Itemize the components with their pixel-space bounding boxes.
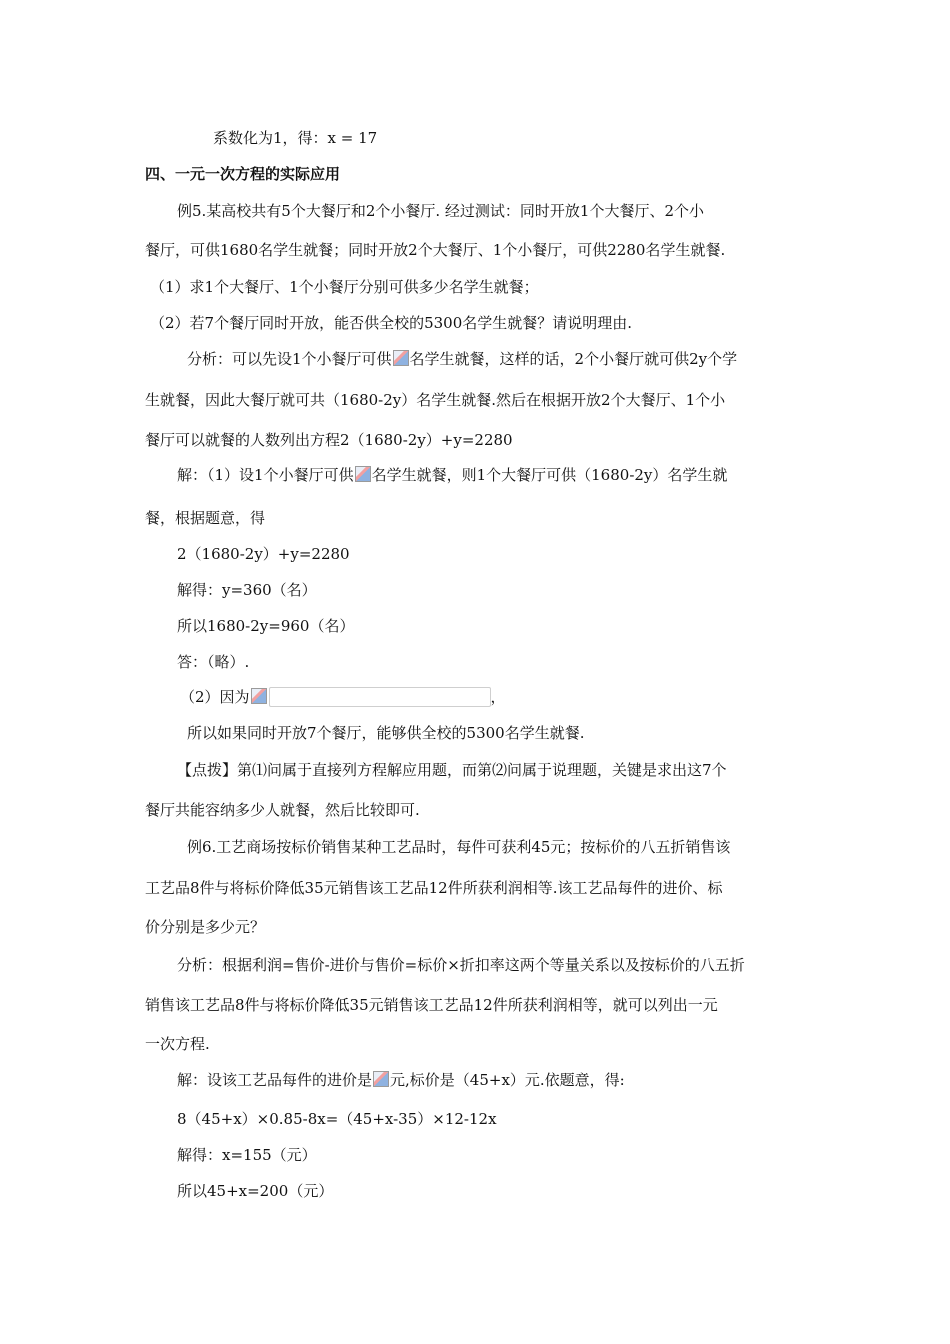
text-span: 解：（1）设1个小餐厅可供	[177, 466, 354, 484]
text-line: （1）求1个大餐厅、1个小餐厅分别可供多少名学生就餐；	[150, 278, 539, 296]
text-line: 销售该工艺品8件与将标价降低35元销售该工艺品12件所获利润相等，就可以列出一元	[145, 996, 718, 1014]
text-line: 例6.工艺商场按标价销售某种工艺品时，每件可获利45元；按标价的八五折销售该	[187, 838, 731, 856]
broken-image-icon	[355, 466, 371, 482]
text-span: 名学生就餐，则1个大餐厅可供（1680-2y）名学生就	[371, 466, 728, 484]
broken-image-icon	[393, 350, 409, 366]
text-line: 餐厅，可供1680名学生就餐；同时开放2个大餐厅、1个小餐厅，可供2280名学生就餐.	[145, 241, 726, 259]
broken-image-icon	[373, 1071, 389, 1087]
text-line: 餐厅可以就餐的人数列出方程2（1680-2y）+y=2280	[145, 431, 513, 449]
text-line: 所以1680-2y=960（名）	[177, 617, 355, 635]
text-line	[177, 1070, 625, 1090]
text-line	[187, 349, 737, 369]
text-span: 分析：可以先设1个小餐厅可供	[187, 350, 392, 368]
text-span: 元,标价是（45+x）元.依题意，得:	[390, 1071, 625, 1089]
embedded-formula-box	[269, 687, 491, 707]
text-line: （2）若7个餐厅同时开放，能否供全校的5300名学生就餐？请说明理由.	[150, 314, 633, 332]
equation-line: 8（45+x）×0.85-8x=（45+x-35）×12-12x	[177, 1110, 497, 1128]
text-line: 解得：x=155（元）	[177, 1146, 317, 1164]
text-line: 所以如果同时开放7个餐厅，能够供全校的5300名学生就餐.	[187, 724, 585, 742]
text-line: 系数化为1，得：x = 17	[213, 129, 378, 147]
text-line: 一次方程.	[145, 1035, 210, 1053]
text-line	[177, 465, 727, 485]
text-span: 名学生就餐，这样的话，2个小餐厅就可供2y个学	[409, 350, 738, 368]
text-line: 【点拨】第⑴问属于直接列方程解应用题，而第⑵问属于说理题，关键是求出这7个	[177, 761, 727, 779]
section-heading: 四、一元一次方程的实际应用	[145, 165, 341, 183]
text-line: 解得：y=360（名）	[177, 581, 317, 599]
text-span: （2）因为	[180, 688, 250, 706]
text-line: 工艺品8件与将标价降低35元销售该工艺品12件所获利润相等.该工艺品每件的进价、标	[145, 879, 723, 897]
equation-line: 2（1680-2y）+y=2280	[177, 545, 350, 563]
text-span: 解：设该工艺品每件的进价是	[177, 1071, 373, 1089]
text-line	[180, 687, 506, 707]
text-line: 例5.某高校共有5个大餐厅和2个小餐厅. 经过测试：同时开放1个大餐厅、2个小	[177, 202, 705, 220]
text-line: 生就餐，因此大餐厅就可共（1680-2y）名学生就餐.然后在根据开放2个大餐厅、1个小	[145, 391, 726, 409]
text-line: 餐厅共能容纳多少人就餐，然后比较即可.	[145, 801, 420, 819]
text-line: 价分别是多少元？	[145, 918, 266, 936]
text-line: 餐，根据题意，得	[145, 509, 266, 527]
text-span: ，	[490, 688, 506, 706]
text-line: 所以45+x=200（元）	[177, 1182, 334, 1200]
broken-image-icon	[251, 688, 267, 704]
text-line: 分析：根据利润=售价-进价与售价=标价×折扣率这两个等量关系以及按标价的八五折	[177, 956, 745, 974]
text-line: 答：（略）.	[177, 653, 250, 671]
